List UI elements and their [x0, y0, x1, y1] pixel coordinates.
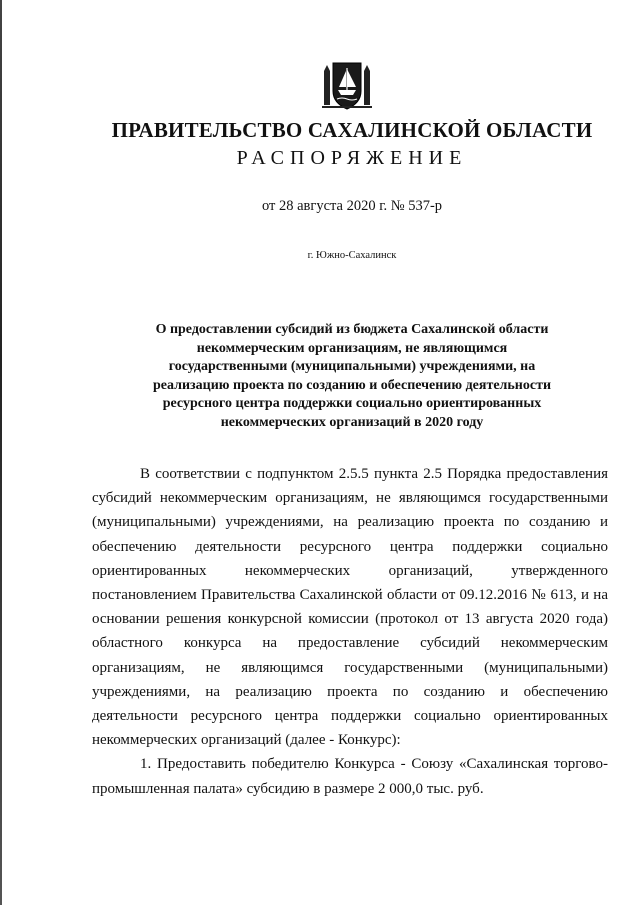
document-city: г. Южно-Сахалинск	[307, 250, 397, 261]
preamble-paragraph: В соответствии с подпунктом 2.5.5 пункта 2.5 Порядка предоставления субсидий некоммерческим организациям, не являющимся государственными (муниципальными) учреждениями, на реализацию проекта по созданию и обеспечению деятельности ресурсного центра поддержки социально ориентированных некоммерческих организаций, утвержденного постановлением Правительства Сахалинской области от 09.12.2016 № 613, и на основании решения конкурсной комиссии (протокол от 13 августа 2020 года) областного конкурса на предоставление субсидий некоммерческим организациям, не являющимся государственными (муниципальными) учреждениями, на реализацию проекта по созданию и обеспечению деятельности ресурсного центра поддержки социально ориентированных некоммерческих организаций (далее - Конкурс):	[92, 466, 608, 749]
coat-of-arms-icon	[320, 57, 374, 113]
document-subject: О предоставлении субсидий из бюджета Сахалинской области некоммерческим организациям, не являющимся государственными (муниципальными) учреждениями, на реализацию проекта по созданию и обеспечению деятельности ресурсного центра поддержки социально ориентированных некоммерческих организаций в 2020 году	[152, 322, 552, 430]
government-title: ПРАВИТЕЛЬСТВО САХАЛИНСКОЙ ОБЛАСТИ	[111, 118, 593, 142]
document-body	[92, 462, 608, 801]
document-type: РАСПОРЯЖЕНИЕ	[236, 147, 468, 169]
document-date-number: от 28 августа 2020 г. № 537-р	[261, 198, 443, 214]
item-1-paragraph: 1. Предоставить победителю Конкурса - Союзу «Сахалинская торгово-промышленная палата» субсидию в размере 2 000,0 тыс. руб.	[92, 756, 608, 797]
